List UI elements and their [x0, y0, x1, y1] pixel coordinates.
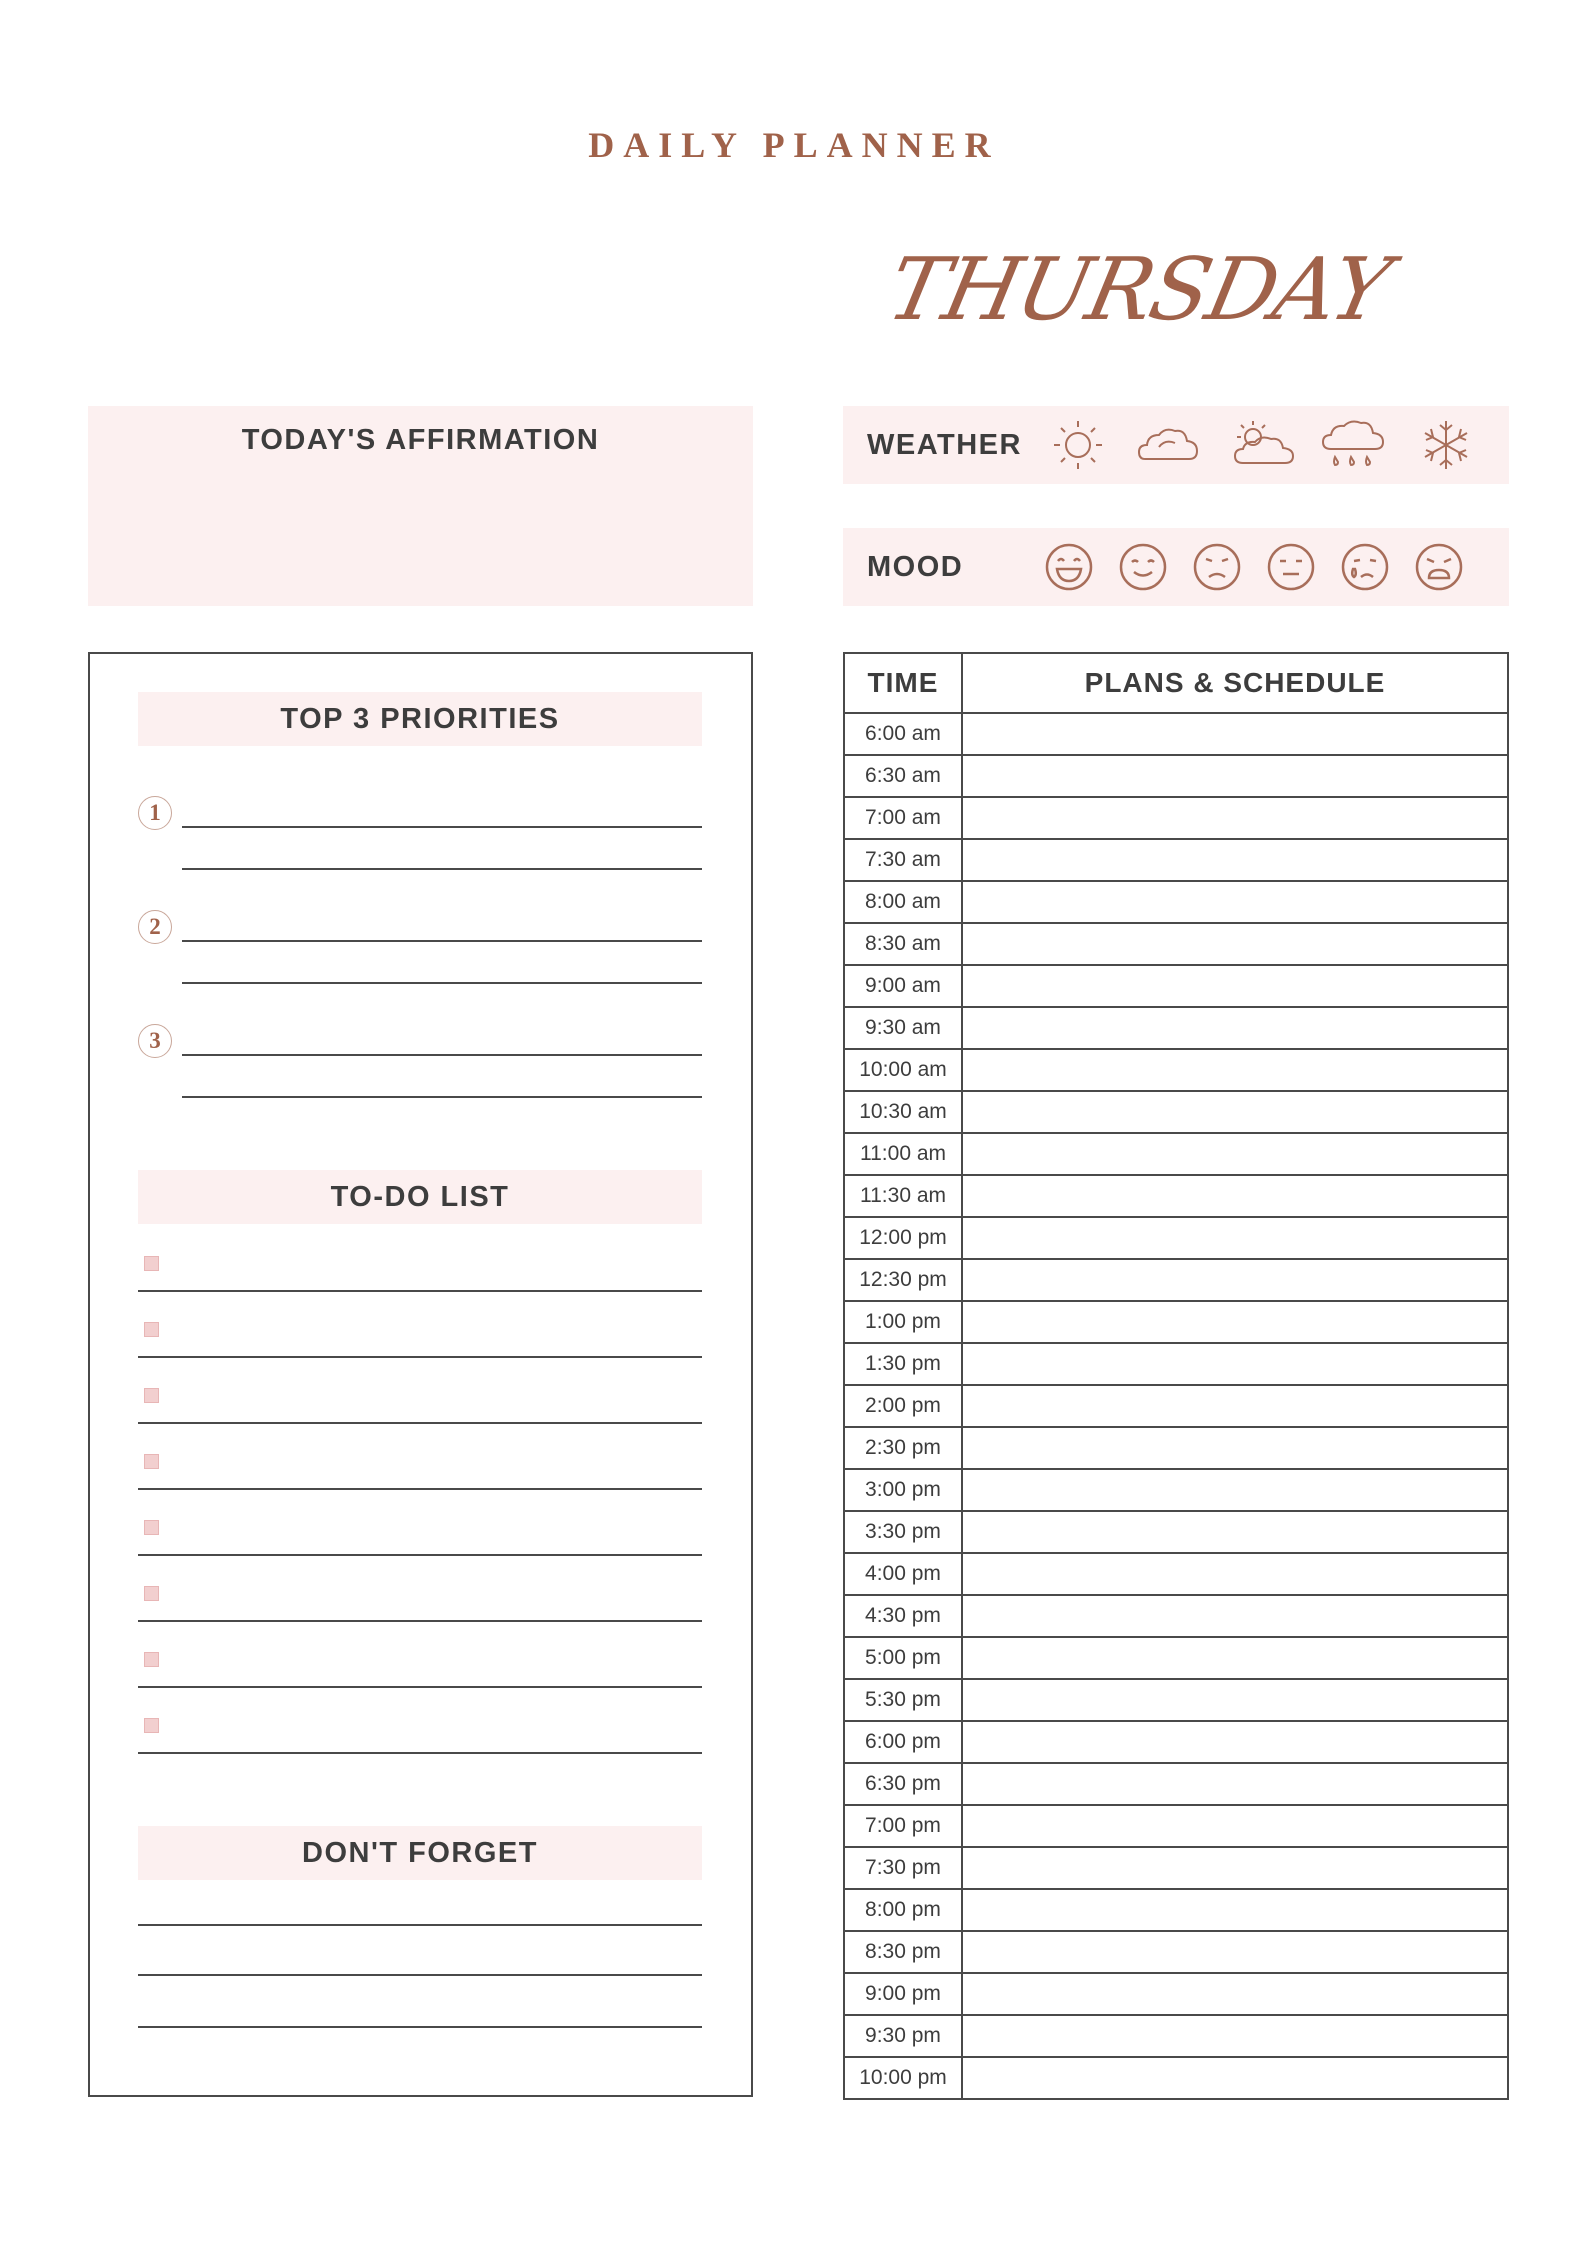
plan-cell[interactable]	[962, 839, 1508, 881]
plan-cell[interactable]	[962, 1553, 1508, 1595]
plan-cell[interactable]	[962, 1385, 1508, 1427]
plan-cell[interactable]	[962, 713, 1508, 755]
time-slot-label: 12:00 pm	[844, 1217, 962, 1259]
schedule-row	[844, 1217, 1508, 1259]
schedule-row	[844, 755, 1508, 797]
plan-cell[interactable]	[962, 797, 1508, 839]
priority-2-line[interactable]	[182, 940, 702, 942]
plan-cell[interactable]	[962, 881, 1508, 923]
time-slot-label: 2:00 pm	[844, 1385, 962, 1427]
todo-checkbox[interactable]	[144, 1454, 159, 1469]
time-slot-label: 8:30 pm	[844, 1931, 962, 1973]
schedule-row	[844, 1595, 1508, 1637]
todo-line[interactable]	[138, 1488, 702, 1490]
time-slot-label: 10:00 pm	[844, 2057, 962, 2099]
time-slot-label: 11:30 am	[844, 1175, 962, 1217]
angry-face-icon[interactable]	[1413, 541, 1465, 593]
time-slot-label: 3:00 pm	[844, 1469, 962, 1511]
time-slot-label: 9:00 pm	[844, 1973, 962, 2015]
priority-2-line-2[interactable]	[182, 982, 702, 984]
priority-number: 2	[138, 910, 172, 944]
plan-cell[interactable]	[962, 1679, 1508, 1721]
snowflake-icon[interactable]	[1411, 415, 1481, 475]
plan-cell[interactable]	[962, 965, 1508, 1007]
schedule-row	[844, 1805, 1508, 1847]
schedule-row	[844, 1679, 1508, 1721]
plan-cell[interactable]	[962, 923, 1508, 965]
rain-icon[interactable]	[1319, 415, 1389, 475]
affirmation-box[interactable]	[88, 406, 753, 606]
weather-icons	[1043, 406, 1503, 484]
schedule-row	[844, 2057, 1508, 2099]
sad-face-icon[interactable]	[1191, 541, 1243, 593]
time-slot-label: 10:30 am	[844, 1091, 962, 1133]
todo-line[interactable]	[138, 1620, 702, 1622]
dont-forget-line[interactable]	[138, 2026, 702, 2028]
laughing-face-icon[interactable]	[1043, 541, 1095, 593]
todo-heading: TO-DO LIST	[138, 1170, 702, 1224]
schedule-row	[844, 1973, 1508, 2015]
schedule-row	[844, 1511, 1508, 1553]
priorities-heading: TOP 3 PRIORITIES	[138, 692, 702, 746]
plan-cell[interactable]	[962, 1049, 1508, 1091]
schedule-row	[844, 1301, 1508, 1343]
plan-cell[interactable]	[962, 1889, 1508, 1931]
todo-checkbox[interactable]	[144, 1520, 159, 1535]
todo-line[interactable]	[138, 1686, 702, 1688]
plan-cell[interactable]	[962, 1469, 1508, 1511]
plan-cell[interactable]	[962, 1007, 1508, 1049]
schedule-row	[844, 1049, 1508, 1091]
time-slot-label: 8:30 am	[844, 923, 962, 965]
priority-1-line-2[interactable]	[182, 868, 702, 870]
plan-cell[interactable]	[962, 1217, 1508, 1259]
schedule-row	[844, 1931, 1508, 1973]
schedule-row	[844, 1637, 1508, 1679]
plan-cell[interactable]	[962, 1427, 1508, 1469]
todo-line[interactable]	[138, 1290, 702, 1292]
weather-row	[843, 406, 1509, 484]
time-slot-label: 12:30 pm	[844, 1259, 962, 1301]
plan-cell[interactable]	[962, 1133, 1508, 1175]
day-name: THURSDAY	[879, 240, 1398, 340]
schedule-row	[844, 1721, 1508, 1763]
todo-checkbox[interactable]	[144, 1322, 159, 1337]
sun-icon[interactable]	[1043, 415, 1113, 475]
smiling-face-icon[interactable]	[1117, 541, 1169, 593]
priority-3-line[interactable]	[182, 1054, 702, 1056]
priority-number: 1	[138, 796, 172, 830]
plan-cell[interactable]	[962, 1091, 1508, 1133]
schedule-row	[844, 713, 1508, 755]
schedule-row	[844, 923, 1508, 965]
schedule-row	[844, 2015, 1508, 2057]
schedule-table	[843, 652, 1509, 2100]
time-column-header: TIME	[844, 653, 962, 713]
schedule-row	[844, 1133, 1508, 1175]
todo-line[interactable]	[138, 1554, 702, 1556]
todo-checkbox[interactable]	[144, 1718, 159, 1733]
partly-sunny-icon[interactable]	[1227, 415, 1297, 475]
schedule-row	[844, 1553, 1508, 1595]
time-slot-label: 1:00 pm	[844, 1301, 962, 1343]
mood-label: MOOD	[867, 551, 964, 583]
time-slot-label: 10:00 am	[844, 1049, 962, 1091]
neutral-face-icon[interactable]	[1265, 541, 1317, 593]
priority-1-line[interactable]	[182, 826, 702, 828]
schedule-row	[844, 1427, 1508, 1469]
plan-cell[interactable]	[962, 1763, 1508, 1805]
time-slot-label: 11:00 am	[844, 1133, 962, 1175]
schedule-row	[844, 1385, 1508, 1427]
plan-cell[interactable]	[962, 1931, 1508, 1973]
time-slot-label: 4:30 pm	[844, 1595, 962, 1637]
time-slot-label: 7:00 pm	[844, 1805, 962, 1847]
schedule-row	[844, 965, 1508, 1007]
time-slot-label: 7:30 am	[844, 839, 962, 881]
time-slot-label: 6:00 am	[844, 713, 962, 755]
plan-cell[interactable]	[962, 1301, 1508, 1343]
plan-cell[interactable]	[962, 1595, 1508, 1637]
crying-face-icon[interactable]	[1339, 541, 1391, 593]
time-slot-label: 7:30 pm	[844, 1847, 962, 1889]
plan-cell[interactable]	[962, 1259, 1508, 1301]
schedule-row	[844, 1091, 1508, 1133]
mood-row	[843, 528, 1509, 606]
time-slot-label: 5:30 pm	[844, 1679, 962, 1721]
todo-line[interactable]	[138, 1356, 702, 1358]
schedule-row	[844, 839, 1508, 881]
plan-cell[interactable]	[962, 2015, 1508, 2057]
left-panel	[88, 652, 753, 2097]
schedule-row	[844, 1343, 1508, 1385]
time-slot-label: 2:30 pm	[844, 1427, 962, 1469]
time-slot-label: 7:00 am	[844, 797, 962, 839]
schedule-body	[844, 713, 1508, 2099]
todo-checkbox[interactable]	[144, 1586, 159, 1601]
schedule-row	[844, 1847, 1508, 1889]
plan-cell[interactable]	[962, 1511, 1508, 1553]
time-slot-label: 6:00 pm	[844, 1721, 962, 1763]
time-slot-label: 5:00 pm	[844, 1637, 962, 1679]
schedule-row	[844, 1469, 1508, 1511]
time-slot-label: 9:30 pm	[844, 2015, 962, 2057]
dont-forget-line[interactable]	[138, 1924, 702, 1926]
time-slot-label: 3:30 pm	[844, 1511, 962, 1553]
time-slot-label: 9:00 am	[844, 965, 962, 1007]
cloud-icon[interactable]	[1135, 415, 1205, 475]
schedule-row	[844, 1175, 1508, 1217]
plan-cell[interactable]	[962, 1343, 1508, 1385]
plan-cell[interactable]	[962, 1847, 1508, 1889]
plan-cell[interactable]	[962, 1175, 1508, 1217]
dont-forget-line[interactable]	[138, 1974, 702, 1976]
dont-forget-heading: DON'T FORGET	[138, 1826, 702, 1880]
plan-cell[interactable]	[962, 2057, 1508, 2099]
time-slot-label: 9:30 am	[844, 1007, 962, 1049]
priority-3-line-2[interactable]	[182, 1096, 702, 1098]
todo-checkbox[interactable]	[144, 1652, 159, 1667]
weather-label: WEATHER	[867, 429, 1022, 461]
plan-cell[interactable]	[962, 1637, 1508, 1679]
schedule-row	[844, 1763, 1508, 1805]
plan-cell[interactable]	[962, 755, 1508, 797]
priority-number: 3	[138, 1024, 172, 1058]
todo-line[interactable]	[138, 1422, 702, 1424]
schedule-row	[844, 1007, 1508, 1049]
time-slot-label: 8:00 am	[844, 881, 962, 923]
plans-column-header: PLANS & SCHEDULE	[962, 653, 1508, 713]
schedule-row	[844, 881, 1508, 923]
schedule-row	[844, 1259, 1508, 1301]
todo-checkbox[interactable]	[144, 1256, 159, 1271]
time-slot-label: 6:30 am	[844, 755, 962, 797]
schedule-row	[844, 797, 1508, 839]
schedule-row	[844, 1889, 1508, 1931]
time-slot-label: 6:30 pm	[844, 1763, 962, 1805]
time-slot-label: 1:30 pm	[844, 1343, 962, 1385]
plan-cell[interactable]	[962, 1973, 1508, 2015]
planner-title: DAILY PLANNER	[588, 125, 1000, 165]
todo-checkbox[interactable]	[144, 1388, 159, 1403]
time-slot-label: 8:00 pm	[844, 1889, 962, 1931]
plan-cell[interactable]	[962, 1721, 1508, 1763]
time-slot-label: 4:00 pm	[844, 1553, 962, 1595]
mood-icons	[1043, 528, 1487, 606]
todo-line[interactable]	[138, 1752, 702, 1754]
plan-cell[interactable]	[962, 1805, 1508, 1847]
affirmation-heading: TODAY'S AFFIRMATION	[241, 424, 600, 456]
